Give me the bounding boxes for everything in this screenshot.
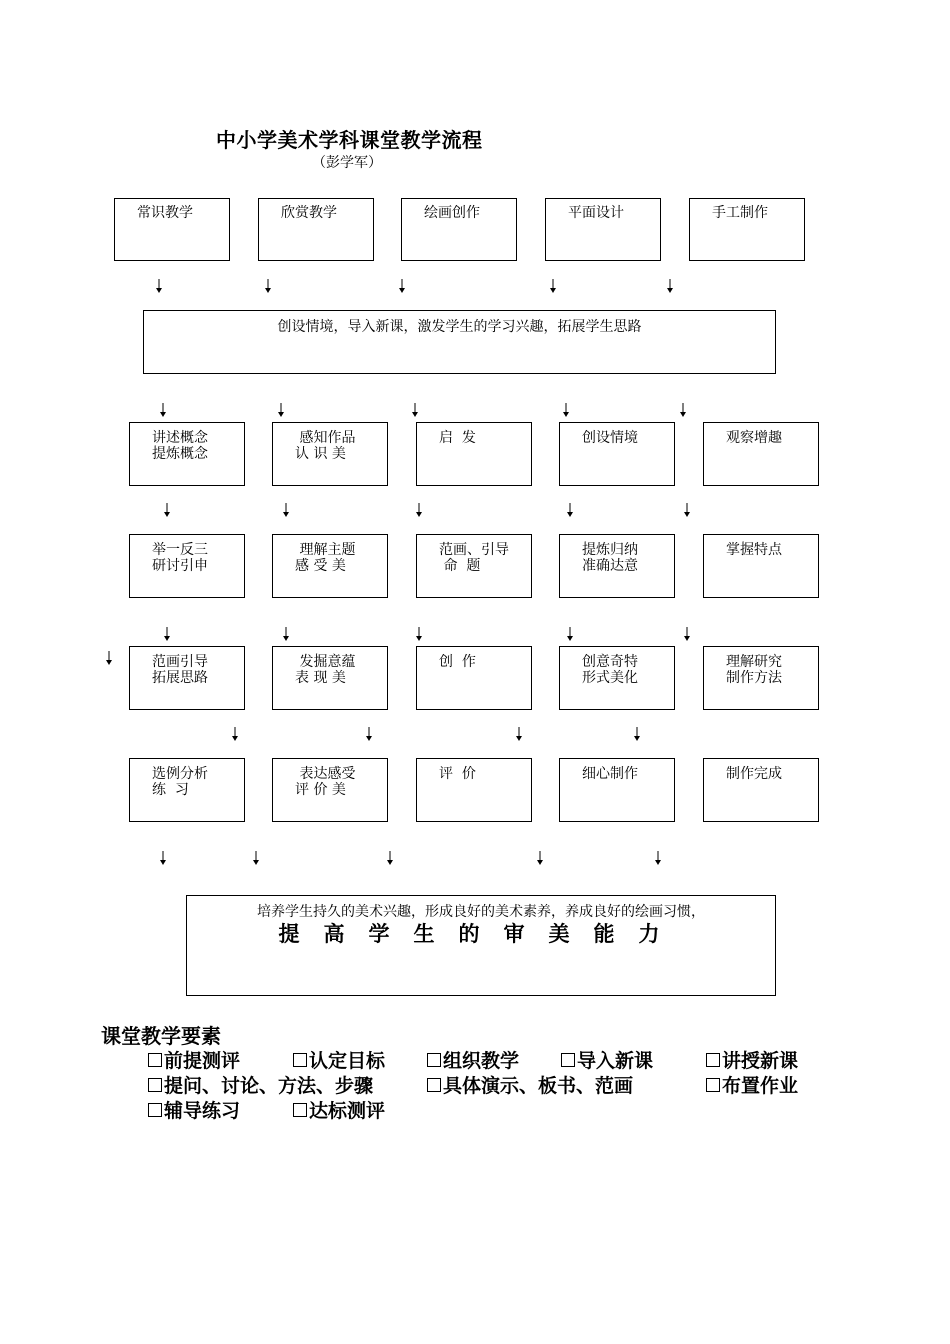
- flow-box: 理解研究 制作方法: [703, 646, 819, 710]
- element-item: 前提测评: [148, 1046, 240, 1073]
- down-arrow-icon: [104, 651, 114, 665]
- down-arrow-icon: [414, 503, 424, 517]
- flow-box-intro: 创设情境，导入新课，激发学生的学习兴趣，拓展学生思路: [143, 310, 776, 374]
- flow-box: 掌握特点: [703, 534, 819, 598]
- checkbox-icon: [706, 1078, 720, 1092]
- flow-box: 创设情境: [559, 422, 675, 486]
- down-arrow-icon: [281, 503, 291, 517]
- flow-box-painting: 绘画创作: [401, 198, 517, 261]
- checkbox-icon: [561, 1053, 575, 1067]
- down-arrow-icon: [230, 727, 240, 741]
- down-arrow-icon: [682, 627, 692, 641]
- element-item: 具体演示、板书、范画: [427, 1071, 633, 1098]
- document-title: 中小学美术学科课堂教学流程: [216, 128, 483, 152]
- checkbox-icon: [148, 1078, 162, 1092]
- element-item: 组织教学: [427, 1046, 519, 1073]
- checkbox-icon: [293, 1103, 307, 1117]
- flow-box: 创 作: [416, 646, 532, 710]
- flow-box: 创意奇特 形式美化: [559, 646, 675, 710]
- down-arrow-icon: [162, 627, 172, 641]
- down-arrow-icon: [514, 727, 524, 741]
- down-arrow-icon: [158, 403, 168, 417]
- down-arrow-icon: [678, 403, 688, 417]
- flow-box: 评 价: [416, 758, 532, 822]
- down-arrow-icon: [665, 279, 675, 293]
- down-arrow-icon: [561, 403, 571, 417]
- down-arrow-icon: [397, 279, 407, 293]
- author-name: （彭学军）: [312, 155, 382, 171]
- checkbox-icon: [706, 1053, 720, 1067]
- element-item: 达标测评: [293, 1096, 385, 1123]
- down-arrow-icon: [158, 851, 168, 865]
- flow-box-graphic-design: 平面设计: [545, 198, 661, 261]
- goal-line-1: 培养学生持久的美术兴趣，形成良好的美术素养，养成良好的绘画习惯，: [257, 904, 705, 920]
- flow-box-goal: [186, 895, 776, 996]
- element-item: 布置作业: [706, 1071, 798, 1098]
- flow-box: 制作完成: [703, 758, 819, 822]
- down-arrow-icon: [276, 403, 286, 417]
- flow-box: 讲述概念 提炼概念: [129, 422, 245, 486]
- down-arrow-icon: [632, 727, 642, 741]
- flow-box-handcraft: 手工制作: [689, 198, 805, 261]
- flow-box: 理解主题 感 受 美: [272, 534, 388, 598]
- flow-box-appreciation: 欣赏教学: [258, 198, 374, 261]
- flow-box: 举一反三 研讨引申: [129, 534, 245, 598]
- element-item: 辅导练习: [148, 1096, 240, 1123]
- checkbox-icon: [148, 1053, 162, 1067]
- flow-box: 表达感受 评 价 美: [272, 758, 388, 822]
- down-arrow-icon: [653, 851, 663, 865]
- down-arrow-icon: [385, 851, 395, 865]
- flow-box: 启 发: [416, 422, 532, 486]
- checkbox-icon: [427, 1078, 441, 1092]
- element-item: 讲授新课: [706, 1046, 798, 1073]
- down-arrow-icon: [162, 503, 172, 517]
- element-item: 认定目标: [293, 1046, 385, 1073]
- down-arrow-icon: [682, 503, 692, 517]
- down-arrow-icon: [281, 627, 291, 641]
- down-arrow-icon: [410, 403, 420, 417]
- down-arrow-icon: [154, 279, 164, 293]
- down-arrow-icon: [263, 279, 273, 293]
- down-arrow-icon: [565, 503, 575, 517]
- down-arrow-icon: [535, 851, 545, 865]
- checkbox-icon: [427, 1053, 441, 1067]
- element-item: 提问、讨论、方法、步骤: [148, 1071, 373, 1098]
- down-arrow-icon: [414, 627, 424, 641]
- flow-box: 范画、引导 命 题: [416, 534, 532, 598]
- flow-box: 选例分析 练 习: [129, 758, 245, 822]
- flow-box: 发掘意蕴 表 现 美: [272, 646, 388, 710]
- checkbox-icon: [148, 1103, 162, 1117]
- down-arrow-icon: [251, 851, 261, 865]
- elements-heading: 课堂教学要素: [101, 1024, 221, 1048]
- flow-box: 细心制作: [559, 758, 675, 822]
- flow-box: 提炼归纳 准确达意: [559, 534, 675, 598]
- flow-box: 感知作品 认 识 美: [272, 422, 388, 486]
- flow-box: 范画引导 拓展思路: [129, 646, 245, 710]
- down-arrow-icon: [364, 727, 374, 741]
- flow-box: 观察增趣: [703, 422, 819, 486]
- checkbox-icon: [293, 1053, 307, 1067]
- goal-line-2: 提高学生的审美能力: [278, 922, 684, 946]
- down-arrow-icon: [548, 279, 558, 293]
- down-arrow-icon: [565, 627, 575, 641]
- element-item: 导入新课: [561, 1046, 653, 1073]
- flow-box-common-knowledge: 常识教学: [114, 198, 230, 261]
